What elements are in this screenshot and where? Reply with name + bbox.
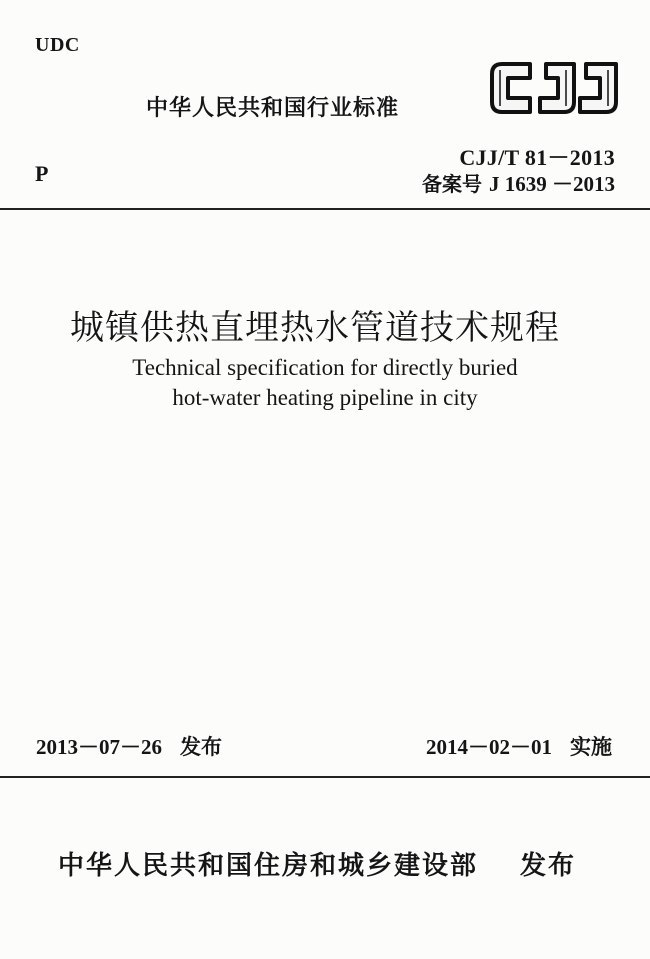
title-english-line1: Technical specification for directly buried bbox=[132, 355, 518, 380]
cjj-logo-graphic bbox=[488, 58, 624, 118]
industry-standard-title: 中华人民共和国行业标准 bbox=[146, 96, 400, 121]
record-number-line bbox=[422, 168, 615, 198]
publisher-name: 中华人民共和国住房和城乡建设部 bbox=[58, 851, 479, 881]
title-english-line2: hot-water heating pipeline in city bbox=[172, 385, 478, 410]
footer-divider bbox=[0, 776, 650, 778]
publisher-line bbox=[58, 845, 576, 882]
classification-code: P bbox=[35, 161, 49, 186]
implement-label: 实施 bbox=[570, 735, 612, 759]
implement-date-line bbox=[426, 731, 612, 761]
release-label: 发布 bbox=[180, 735, 222, 759]
standard-code: CJJ/T 81－2013 bbox=[459, 145, 615, 170]
cjj-logo bbox=[488, 58, 624, 118]
publish-label: 发布 bbox=[520, 851, 577, 881]
record-number: J 1639 －2013 bbox=[489, 172, 615, 196]
implement-date: 2014－02－01 bbox=[426, 735, 552, 759]
release-date: 2013－07－26 bbox=[36, 735, 162, 759]
header-divider bbox=[0, 208, 650, 210]
title-chinese: 城镇供热直埋热水管道技术规程 bbox=[70, 308, 560, 348]
udc-label: UDC bbox=[35, 34, 80, 56]
record-label: 备案号 bbox=[422, 172, 483, 196]
release-date-line bbox=[36, 731, 222, 761]
title-english bbox=[0, 353, 650, 413]
